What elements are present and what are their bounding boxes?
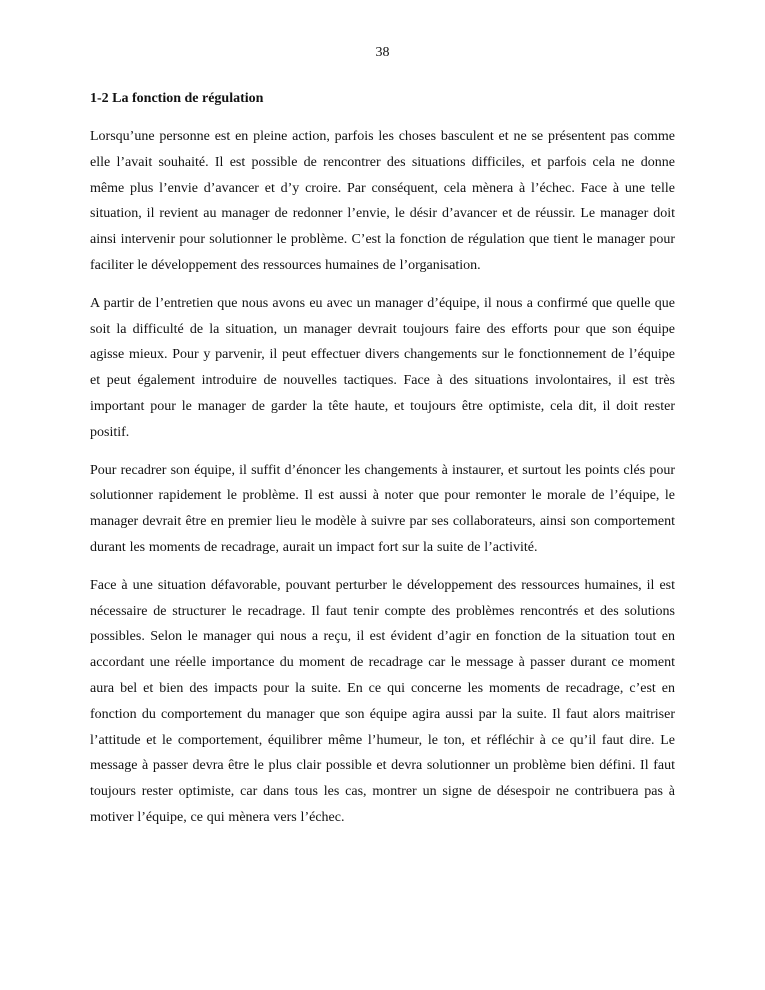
paragraph: Pour recadrer son équipe, il suffit d’énoncer les changements à instaurer, et surtout les points clés pour solutionner rapidement le problème. Il est aussi à noter que pour remonter le morale de l’équipe, le manager devrait être en premier lieu le modèle à suivre par ses collaborateurs, ainsi son comportement durant les moments de recadrage, aurait un impact fort sur la suite de l’activité. xyxy=(90,462,675,555)
paragraph: Face à une situation défavorable, pouvant perturber le développement des ressources humaines, il est nécessaire de structurer le recadrage. Il faut tenir compte des problèmes rencontrés et des solutions possibles. Selon le manager qui nous a reçu, il est évident d’agir en fonction de la situation tout en accordant une réelle importance du moment de recadrage car le message à passer durant ce moment aura bel et bien des impacts pour la suite. En ce qui concerne les moments de recadrage, c’est en fonction du comportement du manager que son équipe agira aussi par la suite. Il faut alors maitriser l’attitude et le comportement, équilibrer même l’humeur, le ton, et réfléchir à ce qu’il faut dire. Le message à passer devra être le plus clair possible et devra solutionner un problème bien défini. Il faut toujours rester optimiste, car dans tous les cas, montrer un signe de désespoir ne contribuera pas à motiver l’équipe, ce qui mènera vers l’échec. xyxy=(90,577,675,825)
page-content xyxy=(90,90,675,843)
paragraph: Lorsqu’une personne est en pleine action, parfois les choses basculent et ne se présentent pas comme elle l’avait souhaité. Il est possible de rencontrer des situations difficiles, et parfois cela ne donne même plus l’envie d’avancer et d’y croire. Par conséquent, cela mènera à l’échec. Face à une telle situation, il revient au manager de redonner l’envie, le désir d’avancer et de réussir. Le manager doit ainsi intervenir pour solutionner le problème. C’est la fonction de régulation que tient le manager pour faciliter le développement des ressources humaines de l’organisation. xyxy=(90,129,675,273)
page-number: 38 xyxy=(375,45,390,60)
section-title: 1-2 La fonction de régulation xyxy=(90,91,264,106)
paragraph: A partir de l’entretien que nous avons eu avec un manager d’équipe, il nous a confirmé que quelle que soit la difficulté de la situation, un manager devrait toujours faire des efforts pour que son équipe agisse mieux. Pour y parvenir, il peut effectuer divers changements sur le fonctionnement de l’équipe et peut également introduire de nouvelles tactiques. Face à des situations involontaires, il est très important pour le manager de garder la tête haute, et toujours être optimiste, cela dit, il doit rester positif. xyxy=(90,295,675,440)
